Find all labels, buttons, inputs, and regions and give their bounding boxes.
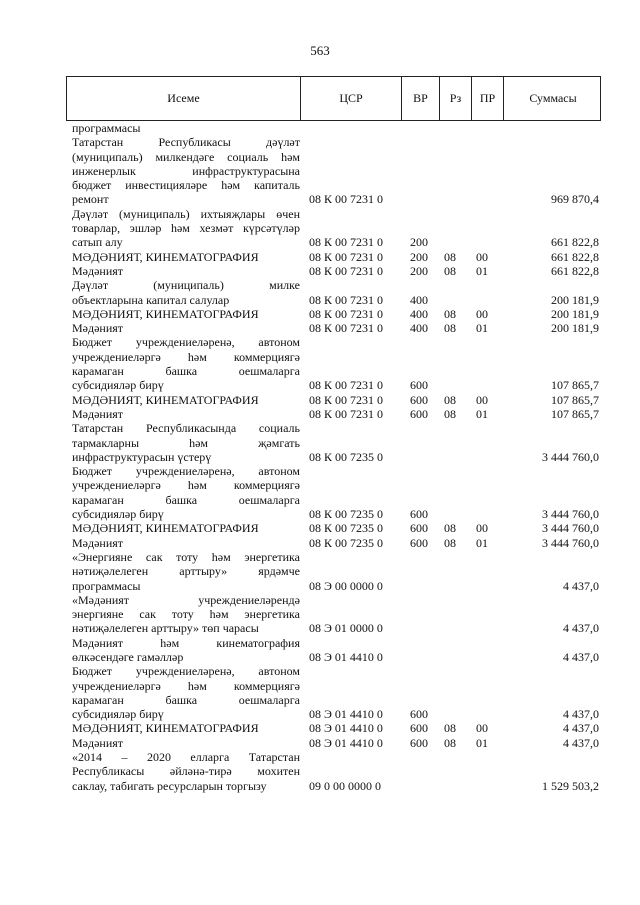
row-vr: 600 <box>410 721 428 736</box>
table-row <box>66 250 601 264</box>
row-name-line: Мәдәният <box>72 406 124 421</box>
row-csr: 08 Э 01 4410 0 <box>309 707 383 722</box>
row-name-line: инженерлык инфраструктурасына <box>72 163 300 178</box>
row-vr: 200 <box>410 263 428 278</box>
row-sum: 200 181,9 <box>551 306 599 321</box>
row-name-line: МӘДӘНИЯТ, КИНЕМАТОГРАФИЯ <box>72 249 259 264</box>
row-vr: 200 <box>410 235 428 250</box>
row-csr: 08 К 00 7231 0 <box>309 192 384 207</box>
row-name-line: (муниципаль) милкендәге социаль һәм <box>72 149 300 164</box>
table-row <box>66 307 601 321</box>
row-name-line: өлкәсендәге гамәлләр <box>72 649 184 664</box>
row-pr: 00 <box>476 721 488 736</box>
row-name-line: карамаган башка оешмаларга <box>72 364 300 379</box>
row-sum: 4 437,0 <box>563 649 599 664</box>
row-name-line: Республикасы әйләнә-тирә мохитен <box>72 764 300 779</box>
row-name-line: объектларына капитал салулар <box>72 292 230 307</box>
row-sum: 1 529 503,2 <box>542 778 599 793</box>
row-sum: 4 437,0 <box>563 735 599 750</box>
row-name-line: МӘДӘНИЯТ, КИНЕМАТОГРАФИЯ <box>72 521 259 536</box>
table-row <box>66 664 601 721</box>
budget-table <box>66 76 601 793</box>
row-name-line: Мәдәният һәм кинематография <box>72 635 300 650</box>
row-rz: 08 <box>444 306 456 321</box>
row-pr: 00 <box>476 521 488 536</box>
row-csr: 08 Э 01 0000 0 <box>309 621 383 636</box>
row-name-line: Бюджет учреждениеләренә, автоном <box>72 464 300 479</box>
row-name-line: Татарстан Республикасы дәүләт <box>72 135 300 150</box>
header-pr: ПР <box>472 77 504 120</box>
row-sum: 3 444 760,0 <box>542 521 599 536</box>
row-sum: 661 822,8 <box>551 263 599 278</box>
header-name: Исеме <box>67 77 301 120</box>
table-row <box>66 135 601 206</box>
table-row <box>66 464 601 521</box>
table-row <box>66 536 601 550</box>
row-sum: 4 437,0 <box>563 721 599 736</box>
row-csr: 08 К 00 7231 0 <box>309 249 384 264</box>
row-name <box>66 321 300 335</box>
row-sum: 661 822,8 <box>551 249 599 264</box>
row-csr: 08 К 00 7231 0 <box>309 306 384 321</box>
row-name <box>66 536 300 550</box>
row-name <box>66 135 300 206</box>
row-name <box>66 407 300 421</box>
row-name-line: «Мәдәният учреждениеләрендә <box>72 592 300 607</box>
row-name-line: инфраструктурасын үстерү <box>72 449 212 464</box>
row-name-line: Мәдәният <box>72 263 124 278</box>
row-csr: 08 К 00 7231 0 <box>309 263 384 278</box>
row-name-line: МӘДӘНИЯТ, КИНЕМАТОГРАФИЯ <box>72 306 259 321</box>
row-name <box>66 550 300 593</box>
header-rz: Рз <box>440 77 472 120</box>
row-csr: 08 К 00 7235 0 <box>309 521 384 536</box>
row-csr: 08 К 00 7231 0 <box>309 235 384 250</box>
row-name-line: Мәдәният <box>72 735 124 750</box>
row-sum: 200 181,9 <box>551 321 599 336</box>
row-sum: 107 865,7 <box>551 406 599 421</box>
row-csr: 08 К 00 7235 0 <box>309 507 384 522</box>
row-name <box>66 121 300 135</box>
row-pr: 00 <box>476 392 488 407</box>
row-vr: 600 <box>410 521 428 536</box>
row-name-line: бюджет инвестицияләре һәм капиталь <box>72 178 300 193</box>
row-vr: 600 <box>410 392 428 407</box>
table-row <box>66 207 601 250</box>
row-name <box>66 421 300 464</box>
row-csr: 08 К 00 7235 0 <box>309 535 384 550</box>
row-sum: 3 444 760,0 <box>542 507 599 522</box>
row-csr: 08 К 00 7231 0 <box>309 392 384 407</box>
row-name-line: энергияне сак тоту һәм энергетика <box>72 607 300 622</box>
row-csr: 09 0 00 0000 0 <box>309 778 381 793</box>
row-name <box>66 278 300 307</box>
row-name-line: Мәдәният <box>72 535 124 550</box>
row-csr: 08 Э 01 4410 0 <box>309 721 383 736</box>
row-sum: 107 865,7 <box>551 392 599 407</box>
table-row <box>66 421 601 464</box>
row-name <box>66 307 300 321</box>
row-name-line: «2014 – 2020 елларга Татарстан <box>72 750 300 765</box>
row-csr: 08 К 00 7231 0 <box>309 378 384 393</box>
row-name-line: Татарстан Республикасында социаль <box>72 421 300 436</box>
row-name-line: «Энергияне сак тоту һәм энергетика <box>72 549 300 564</box>
row-name-line: учреждениеләргә һәм коммерциягә <box>72 349 300 364</box>
table-body <box>66 121 601 793</box>
row-name <box>66 636 300 665</box>
row-pr: 00 <box>476 306 488 321</box>
row-sum: 4 437,0 <box>563 578 599 593</box>
row-vr: 400 <box>410 306 428 321</box>
row-sum: 4 437,0 <box>563 707 599 722</box>
table-header <box>66 76 601 121</box>
table-row <box>66 521 601 535</box>
row-name-line: тармакларны һәм җәмгать <box>72 435 300 450</box>
row-name-line: Дәүләт (муниципаль) ихтыяҗлары өчен <box>72 206 300 221</box>
table-row <box>66 750 601 793</box>
row-name-line: саклау, табигать ресурсларын торгызу <box>72 778 267 793</box>
row-name-line: Дәүләт (муниципаль) милке <box>72 278 300 293</box>
row-pr: 01 <box>476 263 488 278</box>
table-row <box>66 593 601 636</box>
row-name-line: нәтиҗәлелеген арттыру» төп чарасы <box>72 621 259 636</box>
row-rz: 08 <box>444 735 456 750</box>
row-name <box>66 521 300 535</box>
row-csr: 08 К 00 7231 0 <box>309 292 384 307</box>
row-name-line: Бюджет учреждениеләренә, автоном <box>72 335 300 350</box>
row-csr: 08 К 00 7231 0 <box>309 406 384 421</box>
table-row <box>66 393 601 407</box>
table-row <box>66 736 601 750</box>
row-pr: 01 <box>476 406 488 421</box>
row-name-line: сатып алу <box>72 235 123 250</box>
row-name <box>66 593 300 636</box>
row-name-line: нәтиҗәлелеген арттыру» ярдәмче <box>72 564 300 579</box>
table-row <box>66 121 601 135</box>
row-rz: 08 <box>444 721 456 736</box>
row-rz: 08 <box>444 535 456 550</box>
row-csr: 08 К 00 7235 0 <box>309 449 384 464</box>
row-name-line: карамаган башка оешмаларга <box>72 492 300 507</box>
row-rz: 08 <box>444 249 456 264</box>
row-vr: 600 <box>410 406 428 421</box>
row-pr: 01 <box>476 535 488 550</box>
table-row <box>66 550 601 593</box>
row-sum: 3 444 760,0 <box>542 449 599 464</box>
page-number: 563 <box>310 43 330 58</box>
row-sum: 3 444 760,0 <box>542 535 599 550</box>
row-name-line: программасы <box>72 578 141 593</box>
row-name-line: МӘДӘНИЯТ, КИНЕМАТОГРАФИЯ <box>72 721 259 736</box>
row-name <box>66 393 300 407</box>
table-row <box>66 407 601 421</box>
row-rz: 08 <box>444 321 456 336</box>
row-name-line: Мәдәният <box>72 321 124 336</box>
table-row <box>66 264 601 278</box>
row-name-line: Бюджет учреждениеләренә, автоном <box>72 664 300 679</box>
row-name-line: учреждениеләргә һәм коммерциягә <box>72 478 300 493</box>
row-name-line: субсидияләр бирү <box>72 378 164 393</box>
header-csr: ЦСР <box>301 77 402 120</box>
row-name <box>66 207 300 250</box>
row-vr: 600 <box>410 507 428 522</box>
row-name-line: ремонт <box>72 192 109 207</box>
row-sum: 107 865,7 <box>551 378 599 393</box>
row-rz: 08 <box>444 263 456 278</box>
row-pr: 00 <box>476 249 488 264</box>
table-row <box>66 278 601 307</box>
row-sum: 200 181,9 <box>551 292 599 307</box>
table-row <box>66 321 601 335</box>
row-name-line: товарлар, эшләр һәм хезмәт күрсәтүләр <box>72 221 300 236</box>
row-name <box>66 664 300 721</box>
row-name-line: учреждениеләргә һәм коммерциягә <box>72 678 300 693</box>
row-name <box>66 750 300 793</box>
row-vr: 600 <box>410 735 428 750</box>
row-vr: 400 <box>410 321 428 336</box>
row-sum: 4 437,0 <box>563 621 599 636</box>
table-row <box>66 721 601 735</box>
row-name <box>66 464 300 521</box>
row-rz: 08 <box>444 406 456 421</box>
row-csr: 08 К 00 7231 0 <box>309 321 384 336</box>
table-row <box>66 636 601 665</box>
row-vr: 600 <box>410 535 428 550</box>
row-pr: 01 <box>476 735 488 750</box>
row-csr: 08 Э 00 0000 0 <box>309 578 383 593</box>
header-sum: Суммасы <box>529 91 577 105</box>
table-row <box>66 335 601 392</box>
row-name <box>66 736 300 750</box>
row-vr: 200 <box>410 249 428 264</box>
row-name <box>66 335 300 392</box>
row-name-line: карамаган башка оешмаларга <box>72 692 300 707</box>
row-name <box>66 264 300 278</box>
row-csr: 08 Э 01 4410 0 <box>309 735 383 750</box>
row-name-line: программасы <box>72 121 141 135</box>
row-csr: 08 Э 01 4410 0 <box>309 649 383 664</box>
row-name-line: субсидияләр бирү <box>72 507 164 522</box>
row-rz: 08 <box>444 521 456 536</box>
row-vr: 600 <box>410 707 428 722</box>
row-vr: 400 <box>410 292 428 307</box>
row-rz: 08 <box>444 392 456 407</box>
row-sum: 661 822,8 <box>551 235 599 250</box>
row-name <box>66 721 300 735</box>
row-name <box>66 250 300 264</box>
row-sum: 969 870,4 <box>551 192 599 207</box>
header-vr: ВР <box>402 77 440 120</box>
row-vr: 600 <box>410 378 428 393</box>
row-pr: 01 <box>476 321 488 336</box>
row-name-line: МӘДӘНИЯТ, КИНЕМАТОГРАФИЯ <box>72 392 259 407</box>
row-name-line: субсидияләр бирү <box>72 707 164 722</box>
